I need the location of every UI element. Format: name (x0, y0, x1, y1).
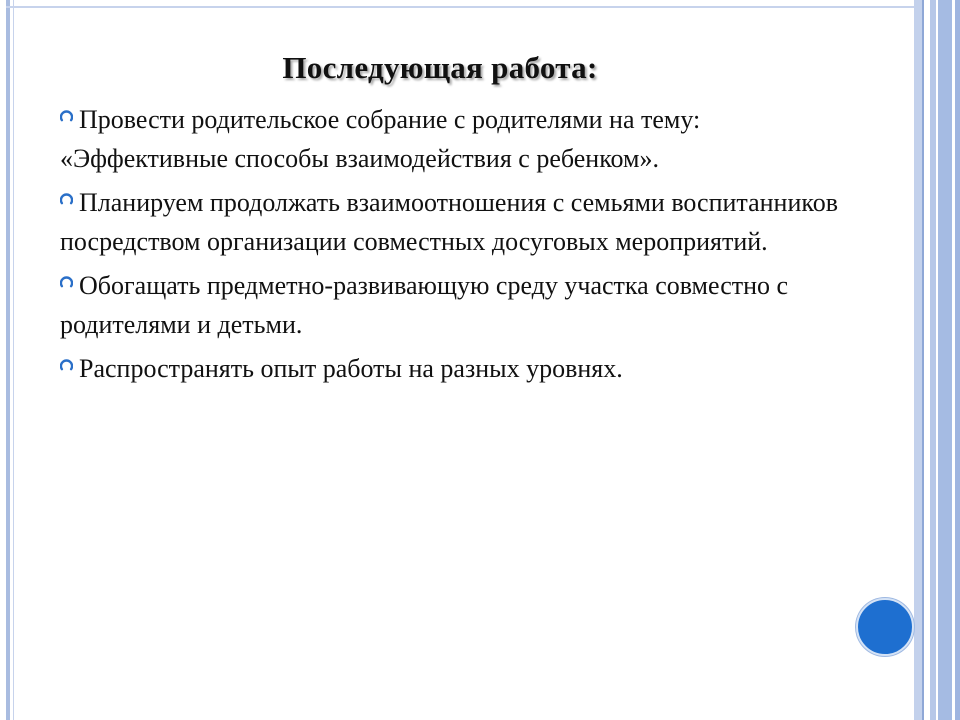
list-item (60, 266, 840, 344)
bullet-list (60, 100, 840, 393)
list-item-text: Провести родительское собрание с родителями на тему: «Эффективные способы взаимодействия с ребенком». (60, 105, 701, 173)
frame-top-border (6, 6, 914, 8)
blue-circle-icon (856, 598, 914, 656)
frame-left-border (6, 0, 10, 720)
arc-bullet-icon (60, 358, 73, 371)
list-item-text: Планируем продолжать взаимоотношения с семьями воспитанников посредством организации совместных досуговых мероприятий. (60, 188, 838, 256)
right-stripe-1 (914, 0, 922, 720)
arc-bullet-icon (60, 275, 73, 288)
frame-left-inner-line (13, 0, 14, 720)
list-item (60, 349, 840, 388)
list-item-text: Обогащать предметно-развивающую среду участка совместно с родителями и детьми. (60, 271, 789, 339)
list-item (60, 100, 840, 178)
list-item (60, 183, 840, 261)
arc-bullet-icon (60, 109, 73, 122)
arc-bullet-icon (60, 192, 73, 205)
right-stripe-8 (955, 0, 960, 720)
right-stripe-6 (938, 0, 952, 720)
slide-title: Последующая работа: (282, 50, 598, 85)
list-item-text: Распространять опыт работы на разных уровнях. (79, 354, 623, 383)
